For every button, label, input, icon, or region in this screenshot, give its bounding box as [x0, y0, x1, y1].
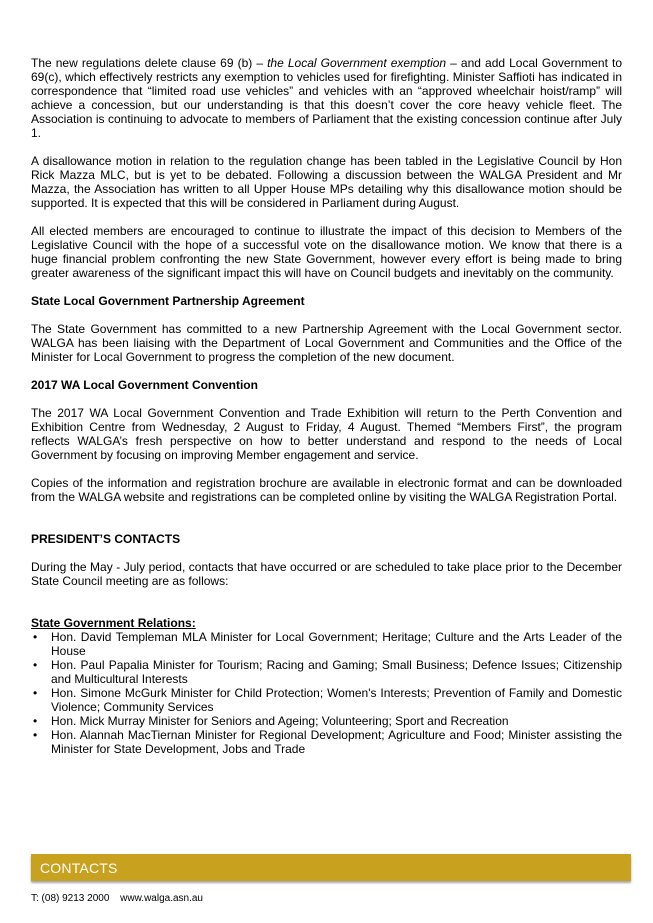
ministers-list [31, 630, 622, 756]
footer-website-link[interactable]: www.walga.asn.au [120, 893, 203, 904]
list-item-text: Hon. Mick Murray Minister for Seniors and Ageing; Volunteering; Sport and Recreation [51, 714, 509, 728]
bullet-icon: • [33, 686, 38, 700]
paragraph-elected-members: All elected members are encouraged to continue to illustrate the impact of this decision to Members of the Legislative Council with the hope of a successful vote on the disallowance motion. We know that there is a huge financial problem confronting the new State Government, however every effort is being made to bring greater awareness of the significant impact this will have on Council budgets and inevitably on the community. [31, 224, 622, 280]
bullet-icon: • [33, 714, 38, 728]
contacts-banner [31, 854, 631, 881]
list-item [31, 728, 622, 756]
list-item-text: Hon. David Templeman MLA Minister for Local Government; Heritage; Culture and the Arts Leader of the House [51, 630, 622, 658]
subheading-text: State Government Relations [31, 616, 192, 630]
footer [31, 893, 203, 904]
footer-phone: T: (08) 9213 2000 [31, 893, 110, 904]
paragraph-disallowance-motion: A disallowance motion in relation to the regulation change has been tabled in the Legislative Council by Hon Rick Mazza MLC, but is yet to be debated. Following a discussion between the WALGA President and Mr Mazza, the Association has written to all Upper House MPs detailing why this disallowance motion should be supported. It is expected that this will be considered in Parliament during August. [31, 154, 622, 210]
paragraph-brochure: Copies of the information and registration brochure are available in electronic format and can be downloaded from the WALGA website and registrations can be completed online by visiting the WALGA Registration Portal. [31, 476, 622, 504]
section-heading-presidents-contacts: PRESIDENT’S CONTACTS [31, 532, 181, 546]
emphasis-text: the Local Government exemption [267, 56, 447, 70]
list-item-text: Hon. Simone McGurk Minister for Child Protection; Women's Interests; Prevention of Family and Domestic Violence; Community Services [51, 686, 622, 714]
list-item [31, 686, 622, 714]
document-body [31, 56, 622, 756]
list-item [31, 714, 622, 728]
bullet-icon: • [33, 630, 38, 644]
paragraph-text: – and add Local Government to 69(c), which effectively restricts any exemption to vehicles used for firefighting. Minister Saffioti has indicated in correspondence that “limited road use vehicles” and vehicles with an “approved wheelchair hoist/ramp” will achieve a concession, but our understanding is that this doesn’t cover the core heavy vehicle fleet. The Association is continuing to advocate to members of Parliament that the existing concession continue after July 1. [31, 56, 623, 140]
paragraph-convention: The 2017 WA Local Government Convention and Trade Exhibition will return to the Perth Convention and Exhibition Centre from Wednesday, 2 August to Friday, 4 August. Themed “Members First”, the program reflects WALGA’s fresh perspective on how to better understand and respond to the needs of Local Government by focusing on improving Member engagement and service. [31, 406, 622, 462]
paragraph-contacts-intro: During the May - July period, contacts that have occurred or are scheduled to take place prior to the December State Council meeting are as follows: [31, 560, 622, 588]
subheading-state-government-relations [31, 616, 622, 630]
paragraph-text: The new regulations delete clause 69 (b) – [31, 56, 268, 70]
list-item-text: Hon. Alannah MacTiernan Minister for Regional Development; Agriculture and Food; Minister assisting the Minister for State Development, Jobs and Trade [51, 728, 622, 756]
subheading-colon: : [191, 616, 196, 630]
paragraph-regulations [31, 56, 622, 140]
list-item [31, 630, 622, 658]
paragraph-partnership: The State Government has committed to a new Partnership Agreement with the Local Government sector. WALGA has been liaising with the Department of Local Government and Communities and the Office of the Minister for Local Government to progress the completion of the new document. [31, 322, 622, 364]
list-item [31, 658, 622, 686]
list-item-text: Hon. Paul Papalia Minister for Tourism; Racing and Gaming; Small Business; Defence Issues; Citizenship and Multicultural Interests [51, 658, 622, 686]
contacts-banner-label: CONTACTS [40, 860, 118, 876]
section-heading-partnership: State Local Government Partnership Agreement [31, 294, 305, 308]
bullet-icon: • [33, 728, 38, 742]
section-heading-convention: 2017 WA Local Government Convention [31, 378, 258, 392]
bullet-icon: • [33, 658, 38, 672]
